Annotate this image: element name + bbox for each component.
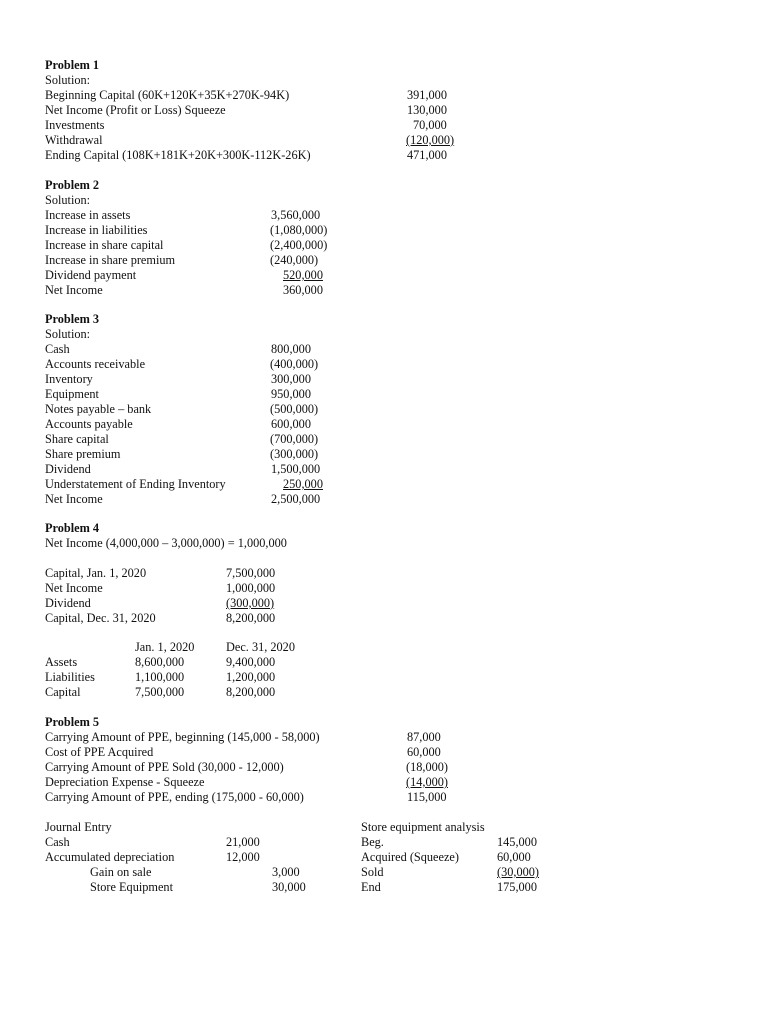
- p3-row-label: Accounts payable: [45, 417, 133, 431]
- store-equipment-analysis-title: Store equipment analysis: [361, 820, 485, 834]
- p3-row-value: 300,000: [271, 372, 311, 386]
- p3-row-value: (300,000): [270, 447, 319, 461]
- p3-row-label: Equipment: [45, 387, 99, 401]
- journal-entry-title: Journal Entry: [45, 820, 112, 834]
- sea-row-label: End: [361, 880, 381, 894]
- p5-row-label: Carrying Amount of PPE Sold (30,000 - 12,000): [45, 760, 284, 774]
- p4-balance-row-label: Liabilities: [45, 670, 95, 684]
- sea-row-label: Beg.: [361, 835, 384, 849]
- p1-row-label: Investments: [45, 118, 105, 132]
- p3-row-value: (400,000): [270, 357, 319, 371]
- p4-capital-row-value: 8,200,000: [226, 611, 276, 625]
- problem-5-title: Problem 5: [45, 715, 100, 729]
- je-row-credit: 30,000: [272, 880, 306, 894]
- p3-row-label: Notes payable – bank: [45, 402, 152, 416]
- p5-row-label: Cost of PPE Acquired: [45, 745, 154, 759]
- p3-row-label: Accounts receivable: [45, 357, 146, 371]
- p5-row-label: Carrying Amount of PPE, beginning (145,000 - 58,000): [45, 730, 320, 744]
- p4-capital-row-label: Dividend: [45, 596, 91, 610]
- problem-4-title: Problem 4: [45, 521, 100, 535]
- p3-row-label: Net Income: [45, 492, 103, 506]
- p4-balance-row-label: Capital: [45, 685, 81, 699]
- sea-row-value: 175,000: [497, 880, 537, 894]
- p4-balance-row-dec: 9,400,000: [226, 655, 276, 669]
- p4-capital-row-value: 7,500,000: [226, 566, 276, 580]
- p4-capital-row-label: Capital, Jan. 1, 2020: [45, 566, 147, 580]
- p3-row-label: Inventory: [45, 372, 93, 386]
- p5-row-value: 115,000: [407, 790, 447, 804]
- je-row-label: Accumulated depreciation: [45, 850, 175, 864]
- p3-row-value: 800,000: [271, 342, 311, 356]
- p3-row-value: (700,000): [270, 432, 319, 446]
- p1-row-label: Net Income (Profit or Loss) Squeeze: [45, 103, 226, 117]
- p3-row-label: Understatement of Ending Inventory: [45, 477, 226, 491]
- p5-row-label: Depreciation Expense - Squeeze: [45, 775, 205, 789]
- je-row-debit: 21,000: [226, 835, 260, 849]
- problem-1-solution-label: Solution:: [45, 73, 91, 87]
- p2-row-label: Net Income: [45, 283, 103, 297]
- p5-row-value: 60,000: [407, 745, 441, 759]
- p2-row-label: Increase in liabilities: [45, 223, 148, 237]
- sea-row-value: 145,000: [497, 835, 537, 849]
- problem-3-solution-label: Solution:: [45, 327, 91, 341]
- problem-2-solution-label: Solution:: [45, 193, 91, 207]
- sea-row-label: Acquired (Squeeze): [361, 850, 459, 864]
- p2-row-label: Dividend payment: [45, 268, 137, 282]
- p4-capital-row-label: Net Income: [45, 581, 103, 595]
- p3-row-value: 1,500,000: [271, 462, 321, 476]
- je-row-label: Cash: [45, 835, 70, 849]
- p4-balance-row-jan: 8,600,000: [135, 655, 185, 669]
- p2-row-value: 3,560,000: [271, 208, 321, 222]
- problem-1-title: Problem 1: [45, 58, 100, 72]
- p1-row-label: Beginning Capital (60K+120K+35K+270K-94K): [45, 88, 290, 102]
- je-row-debit: 12,000: [226, 850, 260, 864]
- p3-row-value: 250,000: [283, 477, 323, 491]
- p4-capital-row-label: Capital, Dec. 31, 2020: [45, 611, 156, 625]
- p2-row-value: (240,000): [270, 253, 319, 267]
- p3-row-value: 2,500,000: [271, 492, 321, 506]
- p4-header-dec: Dec. 31, 2020: [226, 640, 295, 654]
- p5-row-value: 87,000: [407, 730, 441, 744]
- p4-capital-row-value: 1,000,000: [226, 581, 276, 595]
- je-row-label: Gain on sale: [90, 865, 152, 879]
- p3-row-value: 600,000: [271, 417, 311, 431]
- sea-row-value: 60,000: [497, 850, 531, 864]
- p4-balance-row-label: Assets: [45, 655, 78, 669]
- p4-balance-row-dec: 1,200,000: [226, 670, 276, 684]
- sea-row-value: (30,000): [497, 865, 540, 879]
- p2-row-value: (1,080,000): [270, 223, 328, 237]
- p3-row-value: 950,000: [271, 387, 311, 401]
- problem-2-title: Problem 2: [45, 178, 100, 192]
- je-row-credit: 3,000: [272, 865, 300, 879]
- je-row-label: Store Equipment: [90, 880, 173, 894]
- p4-balance-row-jan: 7,500,000: [135, 685, 185, 699]
- p4-net-income-formula: Net Income (4,000,000 – 3,000,000) = 1,000,000: [45, 536, 287, 550]
- p2-row-label: Increase in assets: [45, 208, 131, 222]
- p1-row-value: 130,000: [407, 103, 447, 117]
- p4-capital-row-value: (300,000): [226, 596, 275, 610]
- p4-header-jan: Jan. 1, 2020: [135, 640, 195, 654]
- p3-row-label: Dividend: [45, 462, 91, 476]
- p1-row-value: 70,000: [413, 118, 447, 132]
- p4-balance-row-jan: 1,100,000: [135, 670, 185, 684]
- p5-row-value: (18,000): [406, 760, 449, 774]
- p3-row-label: Share capital: [45, 432, 109, 446]
- p2-row-label: Increase in share capital: [45, 238, 164, 252]
- p3-row-label: Cash: [45, 342, 70, 356]
- p2-row-value: (2,400,000): [270, 238, 328, 252]
- p1-row-label: Ending Capital (108K+181K+20K+300K-112K-26K): [45, 148, 311, 162]
- p3-row-value: (500,000): [270, 402, 319, 416]
- p5-row-value: (14,000): [406, 775, 449, 789]
- p1-row-label: Withdrawal: [45, 133, 103, 147]
- sea-row-label: Sold: [361, 865, 384, 879]
- p1-row-value: 471,000: [407, 148, 447, 162]
- p1-row-value: 391,000: [407, 88, 447, 102]
- problem-3-title: Problem 3: [45, 312, 100, 326]
- p3-row-label: Share premium: [45, 447, 121, 461]
- p2-row-value: 360,000: [283, 283, 323, 297]
- p4-balance-row-dec: 8,200,000: [226, 685, 276, 699]
- p1-row-value: (120,000): [406, 133, 455, 147]
- p5-row-label: Carrying Amount of PPE, ending (175,000 - 60,000): [45, 790, 304, 804]
- p2-row-value: 520,000: [283, 268, 323, 282]
- p2-row-label: Increase in share premium: [45, 253, 176, 267]
